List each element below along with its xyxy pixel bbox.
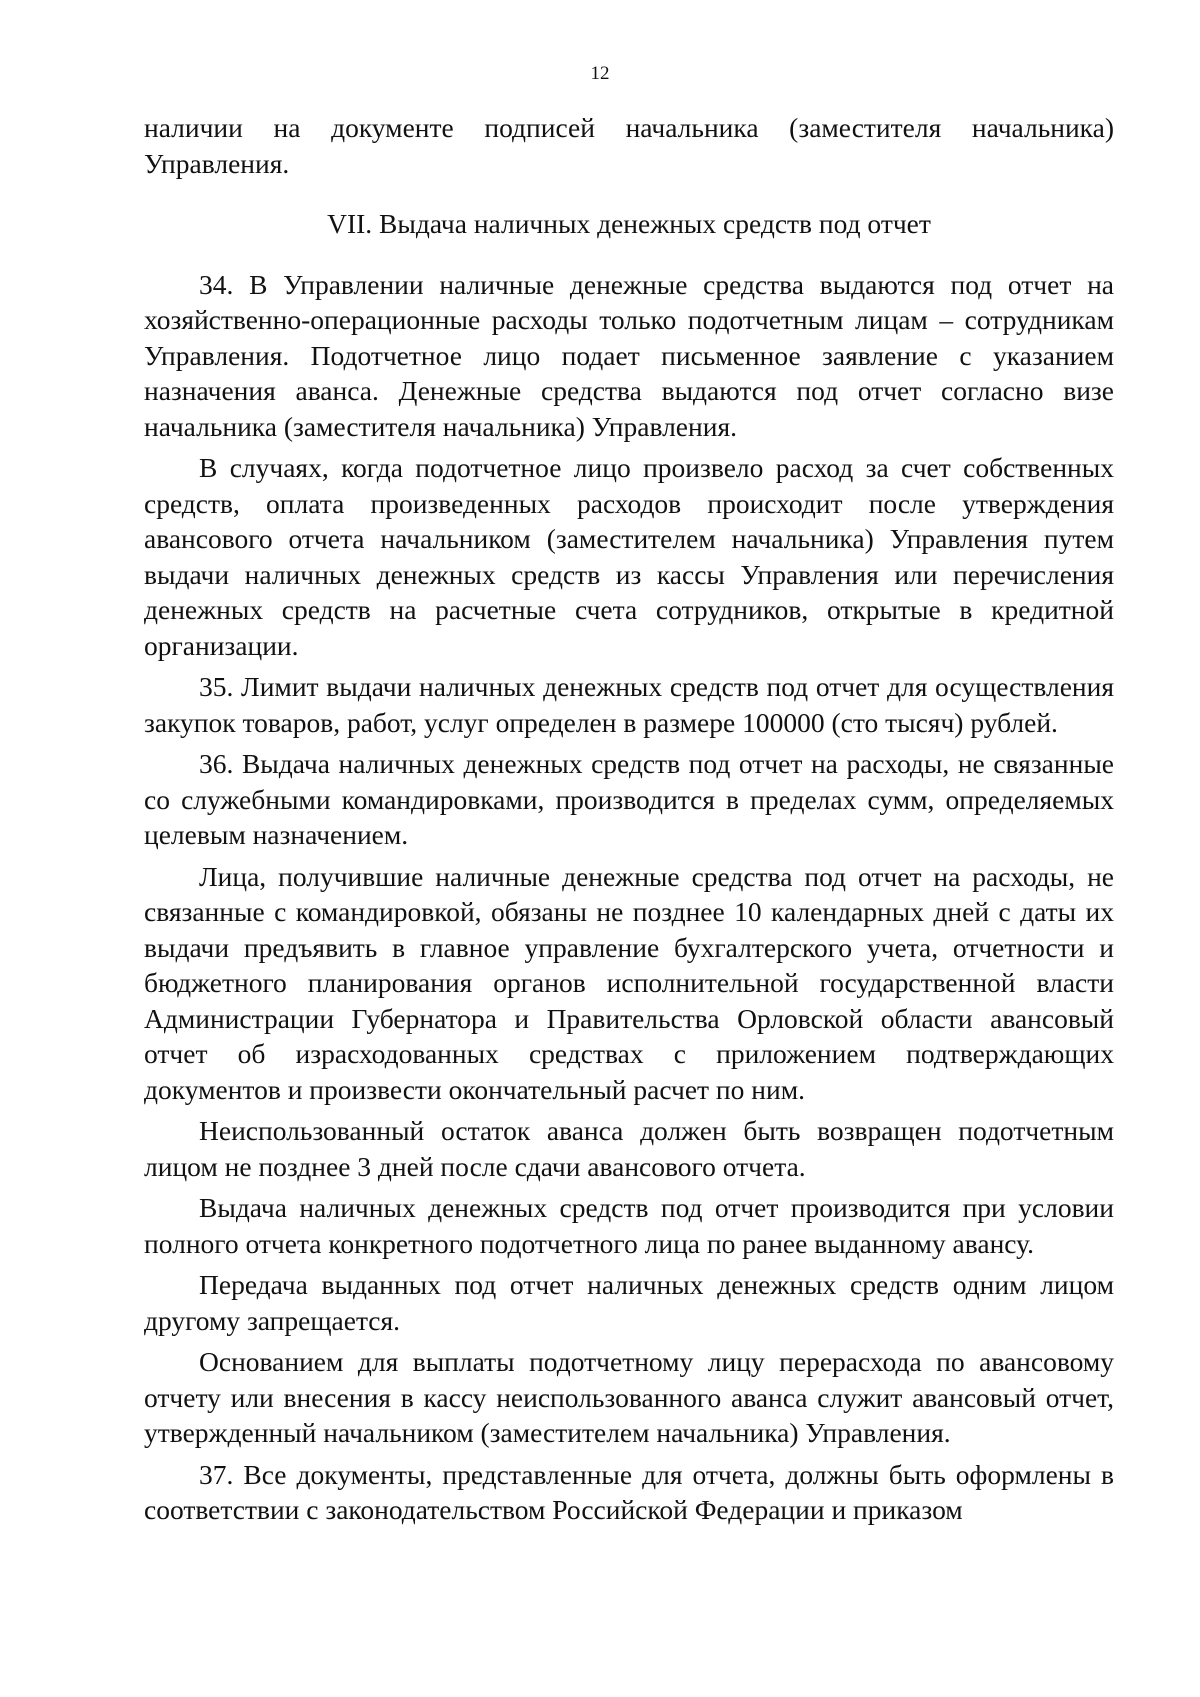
paragraph-35: 35. Лимит выдачи наличных денежных средств под отчет для осуществления закупок товаров, работ, услуг определен в размере 100000 (сто тысяч) рублей. bbox=[144, 671, 1114, 738]
continuation-paragraph: наличии на документе подписей начальника (заместителя начальника) Управления. bbox=[144, 112, 1114, 179]
paragraph-own-funds-expense: В случаях, когда подотчетное лицо произвело расход за счет собственных средств, оплата произведенных расходов происходит после утверждения авансового отчета начальником (заместителем начальника) Управления путем выдачи наличных денежных средств из кассы Управления или перечисления денежных средств на расчетные счета сотрудников, открытые в кредитной организации. bbox=[144, 452, 1114, 661]
section-heading: VII. Выдача наличных денежных средств под отчет bbox=[327, 208, 931, 239]
paragraph-37: 37. Все документы, представленные для отчета, должны быть оформлены в соответствии с законодательством Российской Федерации и приказом bbox=[144, 1458, 1114, 1525]
page-number: 12 bbox=[590, 63, 610, 84]
paragraph-overrun-basis: Основанием для выплаты подотчетному лицу перерасхода по авансовому отчету или внесения в кассу неиспользованного аванса служит авансовый отчет, утвержденный начальником (заместителем начальника) Управления. bbox=[144, 1346, 1114, 1448]
document-body bbox=[144, 110, 1114, 1532]
paragraph-transfer-prohibited: Передача выданных под отчет наличных денежных средств одним лицом другому запрещается. bbox=[144, 1269, 1114, 1336]
paragraph-34: 34. В Управлении наличные денежные средства выдаются под отчет на хозяйственно-операционные расходы только подотчетным лицам – сотрудникам Управления. Подотчетное лицо подает письменное заявление с указанием назначения аванса. Денежные средства выдаются под отчет согласно визе начальника (заместителя начальника) Управления. bbox=[144, 268, 1114, 442]
paragraph-unused-balance: Неиспользованный остаток аванса должен быть возвращен подотчетным лицом не позднее 3 дней после сдачи авансового отчета. bbox=[144, 1115, 1114, 1182]
paragraph-36: 36. Выдача наличных денежных средств под отчет на расходы, не связанные со служебными командировками, производится в пределах сумм, определяемых целевым назначением. bbox=[144, 748, 1114, 850]
paragraph-issue-condition: Выдача наличных денежных средств под отчет производится при условии полного отчета конкретного подотчетного лица по ранее выданному авансу. bbox=[144, 1192, 1114, 1259]
paragraph-advance-report-deadline: Лица, получившие наличные денежные средства под отчет на расходы, не связанные с командировкой, обязаны не позднее 10 календарных дней с даты их выдачи предъявить в главное управление бухгалтерского учета, отчетности и бюджетного планирования органов исполнительной государственной власти Администрации Губернатора и Правительства Орловской области авансовый отчет об израсходованных средствах с приложением подтверждающих документов и произвести окончательный расчет по ним. bbox=[144, 860, 1114, 1105]
